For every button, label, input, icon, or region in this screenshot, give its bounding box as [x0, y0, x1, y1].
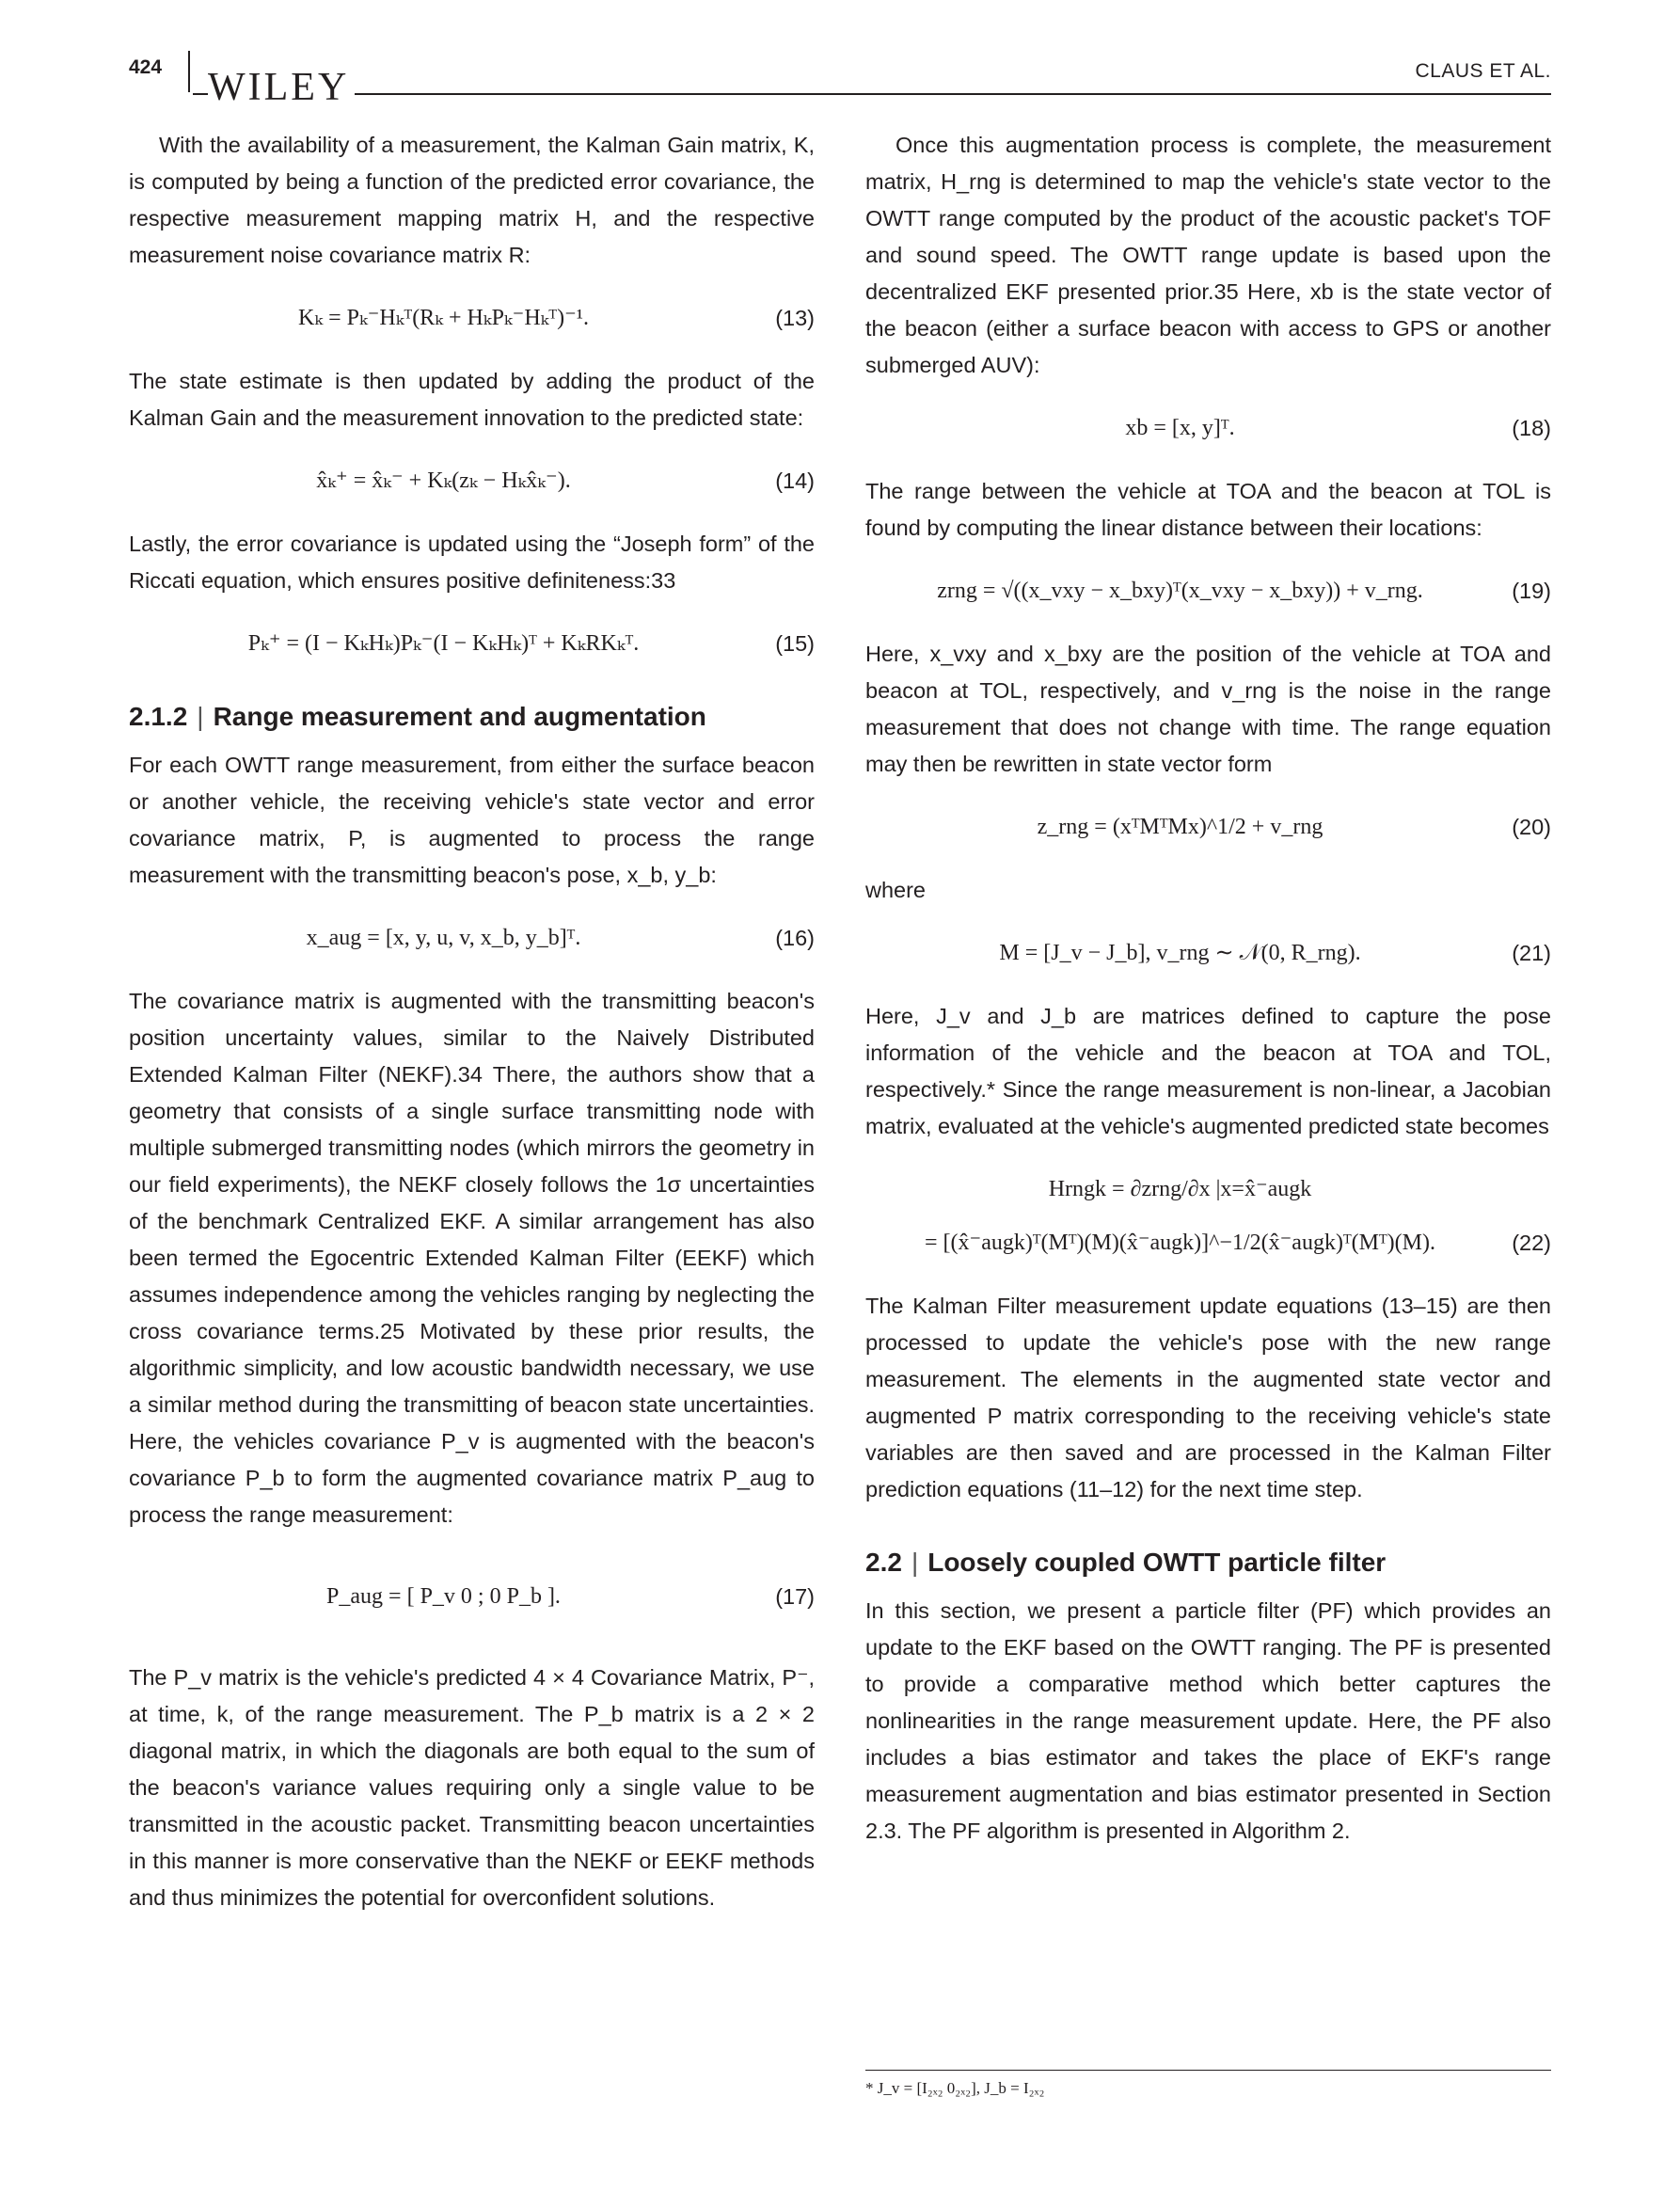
paragraph: The Kalman Filter measurement update equations (13–15) are then processed to update the vehicle's pose with the new range measurement. The elements in the augmented state vector and augmented P matrix corresponding to the receiving vehicle's state variables are then saved and are processed in the Kalman Filter prediction equations (11–12) for the next time step.: [865, 1294, 1551, 1501]
equation-15: [129, 626, 815, 662]
paragraph: For each OWTT range measurement, from either the surface beacon or another vehicle, the receiving vehicle's state vector and error covariance matrix, P, is augmented to process the range measurement with the transmitting beacon's pose, x_b, y_b:: [129, 753, 815, 887]
equation-16: [129, 920, 815, 957]
equation-body: P_aug = [ P_v 0 ; 0 P_b ].: [326, 1584, 561, 1609]
equation-number: (19): [1512, 579, 1551, 603]
equation-number: (20): [1512, 815, 1551, 839]
paragraph: Lastly, the error covariance is updated using the “Joseph form” of the Riccati equation, which ensures positive definiteness:33: [129, 532, 815, 593]
paragraph: Here, J_v and J_b are matrices defined to capture the pose information of the vehicle and the beacon at TOA and TOL, respectively.* Since the range measurement is non-linear, a Jacobian matrix, evaluated at the vehicle's augmented predicted state becomes: [865, 1004, 1551, 1138]
equation-number: (15): [775, 631, 815, 656]
equation-14: [129, 463, 815, 500]
equation-body: Kₖ = Pₖ⁻Hₖᵀ(Rₖ + HₖPₖ⁻Hₖᵀ)⁻¹.: [298, 306, 589, 330]
section-number: 2.1.2: [129, 702, 188, 731]
equation-body: zrng = √((x_vxy − x_bxy)ᵀ(x_vxy − x_bxy)) + v_rng.: [937, 579, 1423, 603]
equation-body: xb = [x, y]ᵀ.: [1125, 416, 1235, 440]
paragraph: where: [865, 878, 927, 902]
equation-body: x_aug = [x, y, u, v, x_b, y_b]ᵀ.: [306, 926, 581, 950]
left-column: [129, 127, 815, 1916]
paragraph: The covariance matrix is augmented with the transmitting beacon's position uncertainty values, similar to the Naively Distributed Extended Kalman Filter (NEKF).34 There, the authors show that a geometry that consists of a single surface transmitting node with multiple submerged transmitting nodes (which mirrors the geometry in our field experiments), the NEKF closely follows the 1σ uncertainties of the benchmark Centralized EKF. A similar arrangement has also been termed the Egocentric Extended Kalman Filter (EEKF) which assumes independence among the vehicles ranging by neglecting the cross covariance terms.25 Motivated by these prior results, the algorithmic simplicity, and low acoustic bandwidth necessary, we use a similar method during the transmitting of beacon state uncertainties. Here, the vehicles covariance P_v is augmented with the beacon's covariance P_b to form the augmented covariance matrix P_aug to process the range measurement:: [129, 989, 815, 1527]
equation-21: [865, 935, 1551, 972]
section-number: 2.2: [865, 1548, 902, 1577]
equation-20: [865, 809, 1551, 846]
equation-body: z_rng = (xᵀMᵀMx)^1/2 + v_rng: [1037, 815, 1323, 839]
paragraph: The state estimate is then updated by adding the product of the Kalman Gain and the measurement innovation to the predicted state:: [129, 369, 815, 430]
footnote-rule: [865, 2070, 1551, 2071]
paragraph: Here, x_vxy and x_bxy are the position of the vehicle at TOA and beacon at TOL, respectively, and v_rng is the noise in the range measurement that does not change with time. The range equation may then be rewritten in state vector form: [865, 642, 1551, 776]
equation-number: (22): [1512, 1231, 1551, 1255]
paragraph: The range between the vehicle at TOA and the beacon at TOL is found by computing the linear distance between their locations:: [865, 479, 1551, 540]
equation-number: (21): [1512, 941, 1551, 965]
section-title: Range measurement and augmentation: [213, 702, 706, 731]
equation-number: (17): [775, 1584, 815, 1609]
footnote: * J_v = [I₂ₓ₂ 0₂ₓ₂], J_b = I₂ₓ₂: [865, 2079, 1045, 2097]
running-author: CLAUS ET AL.: [1415, 60, 1551, 82]
equation-body: = [(x̂⁻augk)ᵀ(Mᵀ)(M)(x̂⁻augk)]^−1/2(x̂⁻augk)ᵀ(Mᵀ)(M).: [925, 1231, 1435, 1255]
equation-number: (16): [775, 926, 815, 950]
equation-22b: [865, 1225, 1551, 1262]
equation-number: (14): [775, 469, 815, 493]
equation-body: x̂ₖ⁺ = x̂ₖ⁻ + Kₖ(zₖ − Hₖx̂ₖ⁻).: [316, 469, 571, 493]
equation-22a: [865, 1171, 1551, 1208]
equation-17: [129, 1560, 815, 1633]
page-number: 424: [129, 56, 163, 78]
equation-body: Pₖ⁺ = (I − KₖHₖ)Pₖ⁻(I − KₖHₖ)ᵀ + KₖRKₖᵀ.: [247, 631, 640, 656]
equation-13: [129, 300, 815, 337]
paragraph: Once this augmentation process is complete, the measurement matrix, H_rng is determined to map the vehicle's state vector to the OWTT range computed by the product of the acoustic packet's TOF and sound speed. The OWTT range update is based upon the decentralized EKF presented prior.35 Here, xb is the state vector of the beacon (either a surface beacon with access to GPS or another submerged AUV):: [865, 133, 1551, 377]
section-title: Loosely coupled OWTT particle filter: [927, 1548, 1387, 1577]
paragraph: In this section, we present a particle filter (PF) which provides an update to the EKF based on the OWTT ranging. The PF is presented to provide a comparative method which better captures the nonlinearities in the range measurement update. Here, the PF also includes a bias estimator and takes the place of EKF's range measurement augmentation and bias estimator presented in Section 2.3. The PF algorithm is presented in Algorithm 2.: [865, 1598, 1551, 1843]
section-heading: 2.1.2 | Range measurement and augmentation: [129, 702, 706, 731]
equation-body: M = [J_v − J_b], v_rng ∼ 𝒩(0, R_rng).: [999, 941, 1361, 965]
equation-number: (18): [1512, 416, 1551, 440]
equation-18: [865, 410, 1551, 447]
header-divider: [188, 51, 190, 92]
section-heading: 2.2 | Loosely coupled OWTT particle filter: [865, 1548, 1387, 1577]
paragraph: With the availability of a measurement, the Kalman Gain matrix, K, is computed by being a function of the predicted error covariance, the respective measurement mapping matrix H, and the respective measurement noise covariance matrix R:: [129, 133, 815, 267]
paragraph: The P_v matrix is the vehicle's predicted 4 × 4 Covariance Matrix, P⁻, at time, k, of the range measurement. The P_b matrix is a 2 × 2 diagonal matrix, in which the diagonals are both equal to the sum of the beacon's variance values requiring only a single value to be transmitted in the acoustic packet. Transmitting beacon uncertainties in this manner is more conservative than the NEKF or EEKF methods and thus minimizes the potential for overconfident solutions.: [129, 1665, 815, 1910]
right-column: [865, 127, 1551, 1850]
equation-19: [865, 573, 1551, 610]
publisher-logo: WILEY: [208, 68, 355, 107]
header-rule: [193, 93, 1551, 95]
equation-number: (13): [775, 306, 815, 330]
equation-body: Hrngk = ∂zrng/∂x |x=x̂⁻augk: [1048, 1177, 1312, 1201]
